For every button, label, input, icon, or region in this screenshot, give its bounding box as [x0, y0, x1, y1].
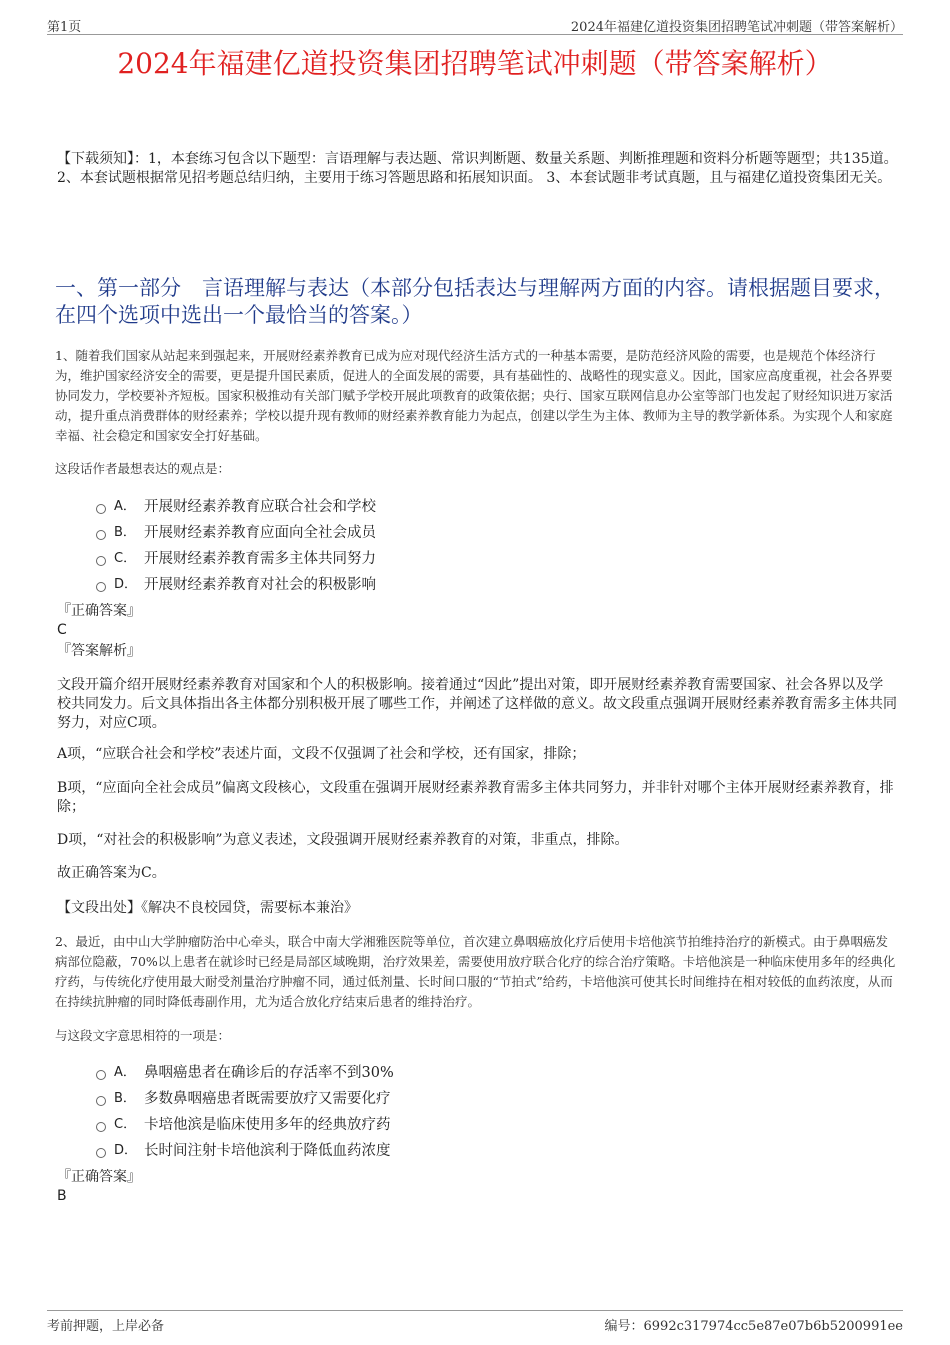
- header-doc-title: 2024年福建亿道投资集团招聘笔试冲刺题（带答案解析）: [570, 20, 903, 35]
- radio-icon[interactable]: [96, 1096, 106, 1106]
- document-title: 2024年福建亿道投资集团招聘笔试冲刺题（带答案解析）: [117, 47, 833, 80]
- answer-label: 『正确答案』: [57, 1169, 141, 1185]
- analysis-paragraph: B项，“应面向全社会成员”偏离文段核心，文段重在强调开展财经素养教育需多主体共同努力，并非针对哪个主体开展财经素养教育，排除；: [57, 780, 894, 815]
- question-2-stem: 2、最近，由中山大学肿瘤防治中心牵头，联合中南大学湘雅医院等单位，首次建立鼻咽癌放化疗后使用卡培他滨节拍维持治疗的新模式。由于鼻咽癌发病部位隐蔽，70%以上患者在就诊时已经是局部区域晚期，治疗效果差，需要使用放疗联合化疗的综合治疗策略。卡培他滨是一种临床使用多年的经典化疗药，与传统化疗使用最大耐受剂量治疗肿瘤不同，通过低剂量、长时间口服的“节拍式”给药，卡培他滨可使其长时间维持在相对较低的血药浓度，从而在持续抗肿瘤的同时降低毒副作用，尤为适合放化疗结束后患者的维持治疗。: [55, 934, 896, 1009]
- analysis-paragraph: A项，“应联合社会和学校”表述片面，文段不仅强调了社会和学校，还有国家，排除；: [57, 746, 586, 762]
- analysis-label: 『答案解析』: [57, 643, 141, 659]
- option-text: 卡培他滨是临床使用多年的经典放疗药: [144, 1117, 391, 1133]
- option-b[interactable]: B． 开展财经素养教育应面向全社会成员: [96, 520, 376, 546]
- radio-icon[interactable]: [96, 1122, 106, 1132]
- analysis-paragraph: 文段开篇介绍开展财经素养教育对国家和个人的积极影响。接着通过“因此”提出对策，即开展财经素养教育需要国家、社会各界以及学校共同发力。后文具体指出各主体都分别积极开展了哪些工作，并阐述了这样做的意义。故文段重点强调开展财经素养教育需多主体共同努力，对应C项。: [57, 677, 897, 731]
- footer-slogan: 考前押题，上岸必备: [47, 1319, 165, 1334]
- question-1-prompt: 这段话作者最想表达的观点是：: [55, 461, 231, 476]
- answer-label: 『正确答案』: [57, 603, 141, 619]
- option-b[interactable]: B． 多数鼻咽癌患者既需要放疗又需要化疗: [96, 1086, 394, 1112]
- radio-icon[interactable]: [96, 556, 106, 566]
- option-text: 多数鼻咽癌患者既需要放疗又需要化疗: [144, 1091, 391, 1107]
- option-text: 开展财经素养教育应面向全社会成员: [144, 525, 376, 541]
- option-d[interactable]: D． 长时间注射卡培他滨利于降低血药浓度: [96, 1138, 394, 1164]
- option-text: 开展财经素养教育应联合社会和学校: [144, 499, 376, 515]
- footer-serial: 编号：6992c317974cc5e87e07b6b5200991ee: [604, 1319, 903, 1334]
- page-number: 第1页: [47, 20, 82, 35]
- radio-icon[interactable]: [96, 1070, 106, 1080]
- question-1-options: [96, 494, 376, 598]
- question-1-stem: 1、随着我们国家从站起来到强起来，开展财经素养教育已成为应对现代经济生活方式的一种基本需要，是防范经济风险的需要，也是规范个体经济行为，维护国家经济安全的需要，更是提升国民素质，促进人的全面发展的需要，具有基础性的、战略性的现实意义。因此，国家应高度重视，社会各界要协同发力，学校要补齐短板。国家积极推动有关部门赋予学校开展此项教育的政策依据；央行、国家互联网信息办公室等部门也发起了财经知识进万家活动，提升重点消费群体的财经素养；学校以提升现有教师的财经素养教育能力为起点，创建以学生为主体、教师为主导的教学新体系。为实现个人和家庭幸福、社会稳定和国家安全打好基础。: [55, 348, 893, 443]
- section-title: 一、第一部分 言语理解与表达（本部分包括表达与理解两方面的内容。请根据题目要求，在四个选项中选出一个最恰当的答案。）: [55, 276, 895, 327]
- option-text: 开展财经素养教育需多主体共同努力: [144, 551, 376, 567]
- source-citation: 【文段出处】《解决不良校园贷，需要标本兼治》: [57, 900, 358, 916]
- analysis-conclusion: 故正确答案为C。: [57, 865, 166, 881]
- option-d[interactable]: D． 开展财经素养教育对社会的积极影响: [96, 572, 376, 598]
- radio-icon[interactable]: [96, 1148, 106, 1158]
- radio-icon[interactable]: [96, 530, 106, 540]
- question-2-options: [96, 1060, 394, 1164]
- answer-value: C: [57, 622, 67, 638]
- option-text: 鼻咽癌患者在确诊后的存活率不到30%: [144, 1065, 394, 1081]
- radio-icon[interactable]: [96, 504, 106, 514]
- option-a[interactable]: A． 开展财经素养教育应联合社会和学校: [96, 494, 376, 520]
- radio-icon[interactable]: [96, 582, 106, 592]
- option-text: 长时间注射卡培他滨利于降低血药浓度: [144, 1143, 391, 1159]
- question-2-prompt: 与这段文字意思相符的一项是：: [55, 1028, 231, 1043]
- option-c[interactable]: C． 开展财经素养教育需多主体共同努力: [96, 546, 376, 572]
- page-footer: [47, 1310, 903, 1335]
- analysis-paragraph: D项，“对社会的积极影响”为意义表述，文段强调开展财经素养教育的对策，非重点，排除。: [57, 832, 629, 848]
- page-header: [47, 14, 903, 35]
- option-text: 开展财经素养教育对社会的积极影响: [144, 577, 376, 593]
- download-notice: 【下载须知】：1，本套练习包含以下题型：言语理解与表达题、常识判断题、数量关系题、判断推理题和资料分析题等题型；共135道。 2、本套试题根据常见招考题总结归纳，主要用于练习答题思路和拓展知识面。 3、本套试题非考试真题，且与福建亿道投资集团无关。: [57, 151, 898, 186]
- option-c[interactable]: C． 卡培他滨是临床使用多年的经典放疗药: [96, 1112, 394, 1138]
- answer-value: B: [57, 1188, 67, 1204]
- option-a[interactable]: A． 鼻咽癌患者在确诊后的存活率不到30%: [96, 1060, 394, 1086]
